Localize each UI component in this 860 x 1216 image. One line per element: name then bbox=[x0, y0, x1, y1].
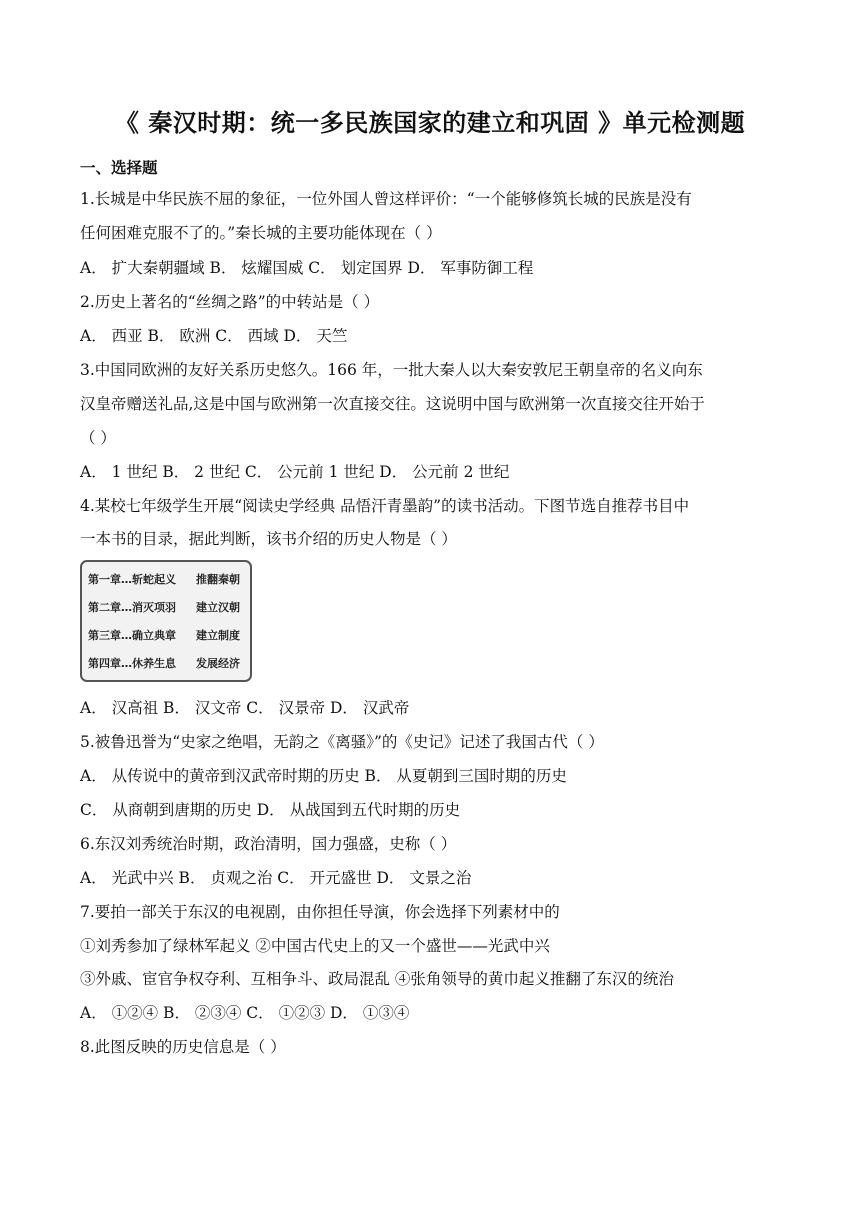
answer-options: A． 扩大秦朝疆域 B． 炫耀国威 C． 划定国界 D． 军事防御工程 bbox=[80, 259, 534, 277]
text-line: 8.此图反映的历史信息是（ ） bbox=[80, 1038, 286, 1056]
section-heading: 一、选择题 bbox=[80, 159, 158, 177]
text-line: 6.东汉刘秀统治时期，政治清明，国力强盛，史称（ ） bbox=[80, 835, 457, 853]
toc-topic: 推翻秦朝 bbox=[196, 573, 240, 586]
answer-options: C． 从商朝到唐期的历史 D． 从战国到五代时期的历史 bbox=[80, 801, 461, 819]
text-line: 1.长城是中华民族不屈的象征，一位外国人曾这样评价：“一个能够修筑长城的民族是没有 bbox=[80, 190, 692, 208]
text-line: 任何困难克服不了的。”秦长城的主要功能体现在（ ） bbox=[80, 224, 442, 242]
text-line: 5.被鲁迅誉为“史家之绝唱，无韵之《离骚》”的《史记》记述了我国古代（ ） bbox=[80, 733, 604, 751]
toc-row bbox=[88, 566, 244, 594]
toc-topic: 发展经济 bbox=[196, 657, 240, 670]
toc-chapter: 第四章…休养生息 bbox=[88, 657, 176, 670]
answer-options: A． 从传说中的黄帝到汉武帝时期的历史 B． 从夏朝到三国时期的历史 bbox=[80, 767, 567, 785]
text-line: ③外戚、宦官争权夺利、互相争斗、政局混乱 ④张角领导的黄巾起义推翻了东汉的统治 bbox=[80, 970, 674, 988]
book-contents-image bbox=[80, 560, 252, 682]
page-title: 《 秦汉时期：统一多民族国家的建立和巩固 》单元检测题 bbox=[114, 109, 746, 137]
toc-row bbox=[88, 650, 244, 678]
text-line: ①刘秀参加了绿林军起义 ②中国古代史上的又一个盛世——光武中兴 bbox=[80, 937, 550, 955]
text-line: 3.中国同欧洲的友好关系历史悠久。166 年，一批大秦人以大秦安敦尼王朝皇帝的名义向东 bbox=[80, 361, 703, 379]
toc-chapter: 第三章…确立典章 bbox=[88, 629, 176, 642]
answer-options: A． ①②④ B． ②③④ C． ①②③ D． ①③④ bbox=[80, 1004, 410, 1022]
answer-options: A． 1 世纪 B． 2 世纪 C． 公元前 1 世纪 D． 公元前 2 世纪 bbox=[80, 463, 510, 481]
answer-options: A． 西亚 B． 欧洲 C． 西域 D． 天竺 bbox=[80, 327, 348, 345]
text-line: 7.要拍一部关于东汉的电视剧，由你担任导演，你会选择下列素材中的 bbox=[80, 903, 560, 921]
toc-row bbox=[88, 594, 244, 622]
text-line: 一本书的目录，据此判断，该书介绍的历史人物是（ ） bbox=[80, 530, 457, 548]
text-line: （ ） bbox=[80, 429, 116, 447]
answer-options: A． 汉高祖 B． 汉文帝 C． 汉景帝 D． 汉武帝 bbox=[80, 699, 410, 717]
text-line: 2.历史上著名的“丝绸之路”的中转站是（ ） bbox=[80, 293, 380, 311]
toc-chapter: 第二章…消灭项羽 bbox=[88, 601, 176, 614]
text-line: 汉皇帝赠送礼品,这是中国与欧洲第一次直接交往。这说明中国与欧洲第一次直接交往开始于 bbox=[80, 395, 705, 413]
text-line: 4.某校七年级学生开展“阅读史学经典 品悟汗青墨韵”的读书活动。下图节选自推荐书目中 bbox=[80, 497, 690, 515]
toc-topic: 建立汉朝 bbox=[196, 601, 240, 614]
toc-topic: 建立制度 bbox=[196, 629, 240, 642]
answer-options: A． 光武中兴 B． 贞观之治 C． 开元盛世 D． 文景之治 bbox=[80, 869, 472, 887]
toc-row bbox=[88, 622, 244, 650]
toc-chapter: 第一章…斩蛇起义 bbox=[88, 573, 176, 586]
